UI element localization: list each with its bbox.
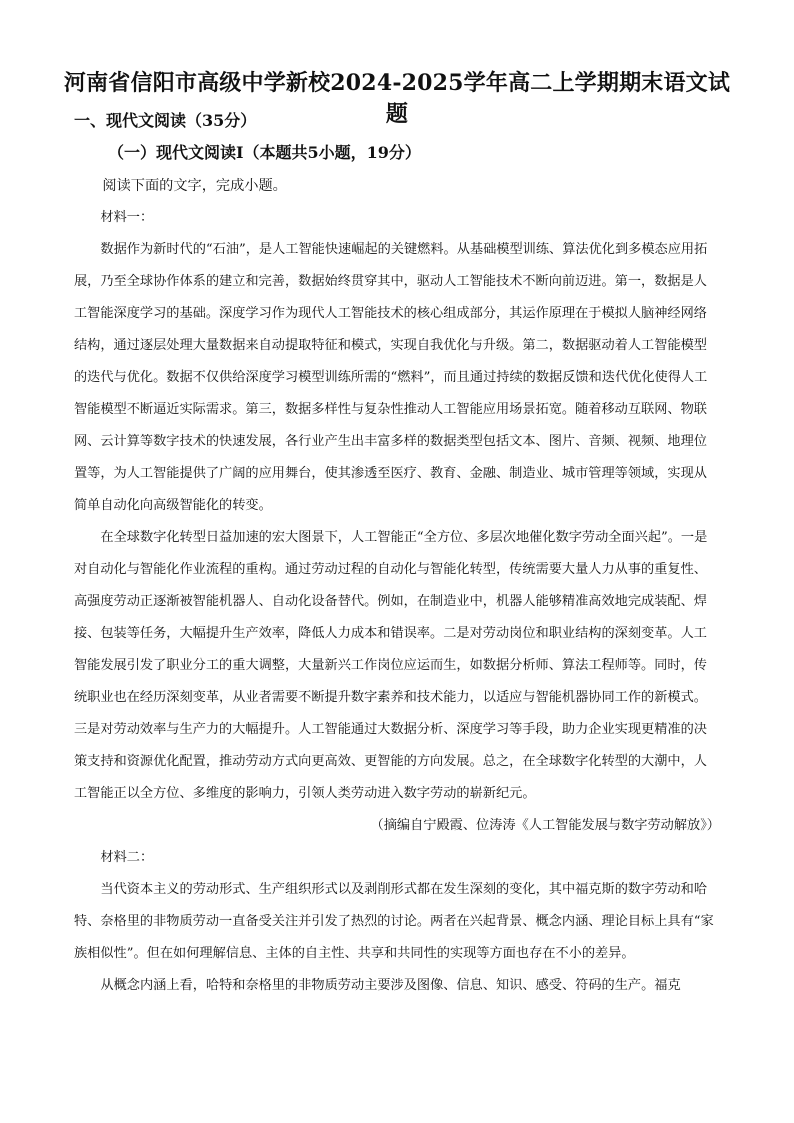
material1-source: （摘编自宁殿霞、位涛涛《人工智能发展与数字劳动解放》） <box>370 818 720 833</box>
material2-paragraph-1: 当代资本主义的劳动形式、生产组织形式以及剥削形式都在发生深刻的变化，其中福克斯的数字劳动和哈特、奈格里的非物质劳动一直备受关注并引发了热烈的讨论。两者在兴起背景、概念内涵、理论目标上具有“家族相似性”。但在如何理解信息、主体的自主性、共享和共同性的实现等方面也存在不小的差异。 <box>74 882 714 961</box>
material2-paragraph-2: 从概念内涵上看，哈特和奈格里的非物质劳动主要涉及图像、信息、知识、感受、符码的生产。福克 <box>100 978 681 993</box>
instruction-text: 阅读下面的文字，完成小题。 <box>102 178 287 194</box>
material1-paragraph-2: 在全球数字化转型日益加速的宏大图景下，人工智能正“全方位、多层次地催化数字劳动全面兴起”。一是对自动化与智能化作业流程的重构。通过劳动过程的自动化与智能化转型，传统需要大量人力从事的重复性、高强度劳动正逐渐被智能机器人、自动化设备替代。例如，在制造业中，机器人能够精准高效地完成装配、焊接、包装等任务，大幅提升生产效率，降低人力成本和错误率。二是对劳动岗位和职业结构的深刻变革。人工智能发展引发了职业分工的重大调整，大量新兴工作岗位应运而生，如数据分析师、算法工程师等。同时，传统职业也在经历深刻变革，从业者需要不断提升数字素养和技术能力，以适应与智能机器协同工作的新模式。三是对劳动效率与生产力的大幅提升。人工智能通过大数据分析、深度学习等手段，助力企业实现更精准的决策支持和资源优化配置，推动劳动方式向更高效、更智能的方向发展。总之，在全球数字化转型的大潮中，人工智能正以全方位、多维度的影响力，引领人类劳动进入数字劳动的崭新纪元。 <box>74 530 708 801</box>
document-title: 河南省信阳市高级中学新校2024-2025学年高二上学期期末语文试题 <box>63 70 731 127</box>
section-heading: 一、现代文阅读（35分） <box>74 111 257 130</box>
material1-label: 材料一： <box>100 210 154 225</box>
material2-label: 材料二： <box>100 850 154 865</box>
reading-body <box>74 170 720 1002</box>
material1-paragraph-1: 数据作为新时代的“石油”，是人工智能快速崛起的关键燃料。从基础模型训练、算法优化到多模态应用拓展，乃至全球协作体系的建立和完善，数据始终贯穿其中，驱动人工智能技术不断向前迈进。第一，数据是人工智能深度学习的基础。深度学习作为现代人工智能技术的核心组成部分，其运作原理在于模拟人脑神经网络结构，通过逐层处理大量数据来自动提取特征和模式，实现自我优化与升级。第二，数据驱动着人工智能模型的迭代与优化。数据不仅供给深度学习模型训练所需的“燃料”，而且通过持续的数据反馈和迭代优化使得人工智能模型不断逼近实际需求。第三，数据多样性与复杂性推动人工智能应用场景拓宽。随着移动互联网、物联网、云计算等数字技术的快速发展，各行业产生出丰富多样的数据类型包括文本、图片、音频、视频、地理位置等，为人工智能提供了广阔的应用舞台，使其渗透至医疗、教育、金融、制造业、城市管理等领域，实现从简单自动化向高级智能化的转变。 <box>74 242 708 513</box>
subsection-heading: （一）现代文阅读Ⅰ（本题共5小题，19分） <box>108 143 421 162</box>
